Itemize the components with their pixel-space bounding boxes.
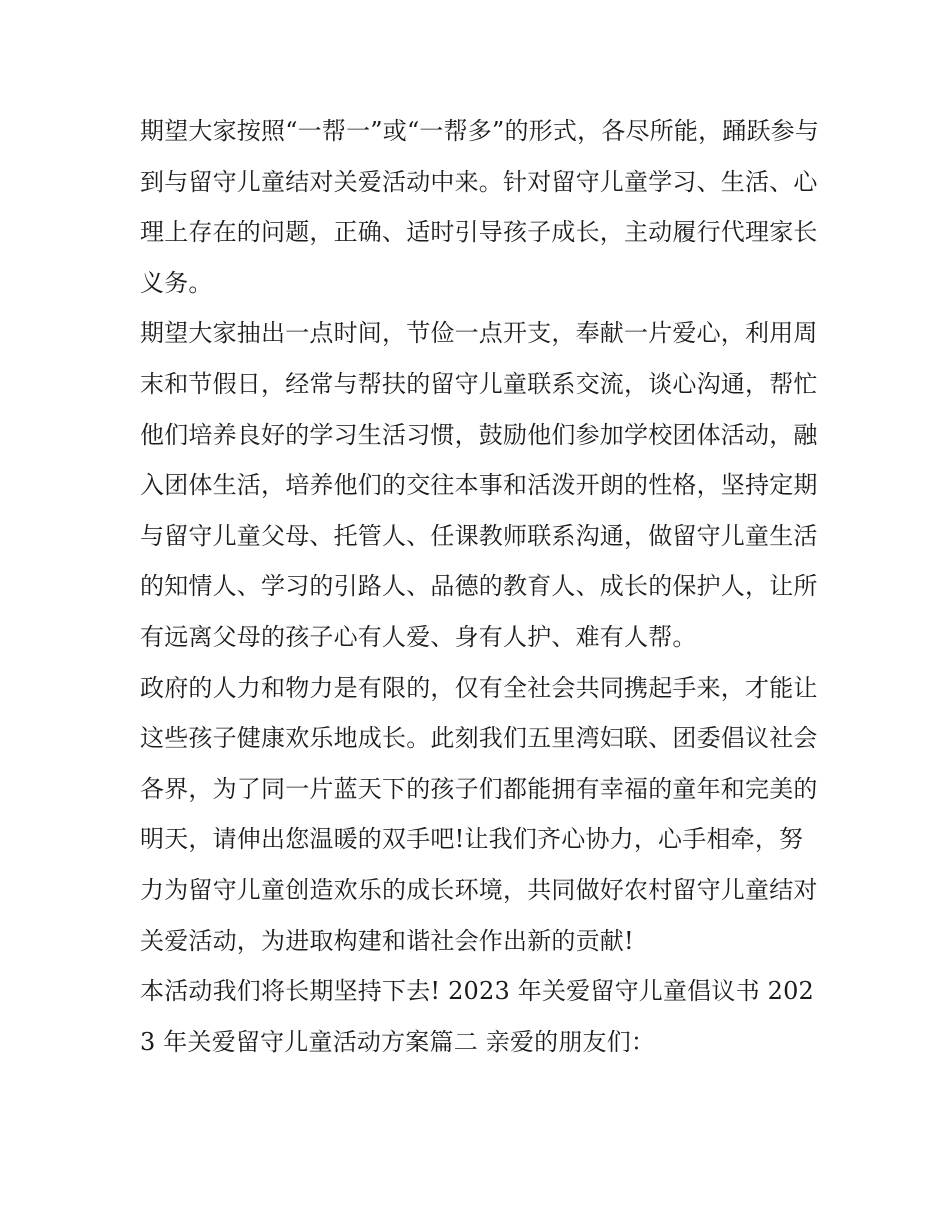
paragraph-2: 期望大家抽出一点时间，节俭一点开支，奉献一片爱心，利用周末和节假日，经常与帮扶的留守儿童联系交流，谈心沟通，帮忙他们培养良好的学习生活习惯，鼓励他们参加学校团体活动，融入团体生活，培养他们的交往本事和活泼开朗的性格，坚持定期与留守儿童父母、托管人、任课教师联系沟通，做留守儿童生活的知情人、学习的引路人、品德的教育人、成长的保护人，让所有远离父母的孩子心有人爱、身有人护、难有人帮。 xyxy=(140,319,818,651)
paragraph-3: 政府的人力和物力是有限的，仅有全社会共同携起手来，才能让这些孩子健康欢乐地成长。此刻我们五里湾妇联、团委倡议社会各界，为了同一片蓝天下的孩子们都能拥有幸福的童年和完美的明天，请伸出您温暖的双手吧!让我们齐心协力，心手相牵，努力为留守儿童创造欢乐的成长环境，共同做好农村留守儿童结对关爱活动，为进取构建和谐社会作出新的贡献! xyxy=(140,673,818,955)
paragraph-1: 期望大家按照“一帮一”或“一帮多”的形式，各尽所能，踊跃参与到与留守儿童结对关爱活动中来。针对留守儿童学习、生活、心理上存在的问题，正确、适时引导孩子成长，主动履行代理家长义务。 xyxy=(140,117,820,297)
paragraph-4: 本活动我们将长期坚持下去! 2023 年关爱留守儿童倡议书 2023 年关爱留守儿童活动方案篇二 亲爱的朋友们： xyxy=(140,977,815,1056)
document-body xyxy=(140,106,820,1067)
